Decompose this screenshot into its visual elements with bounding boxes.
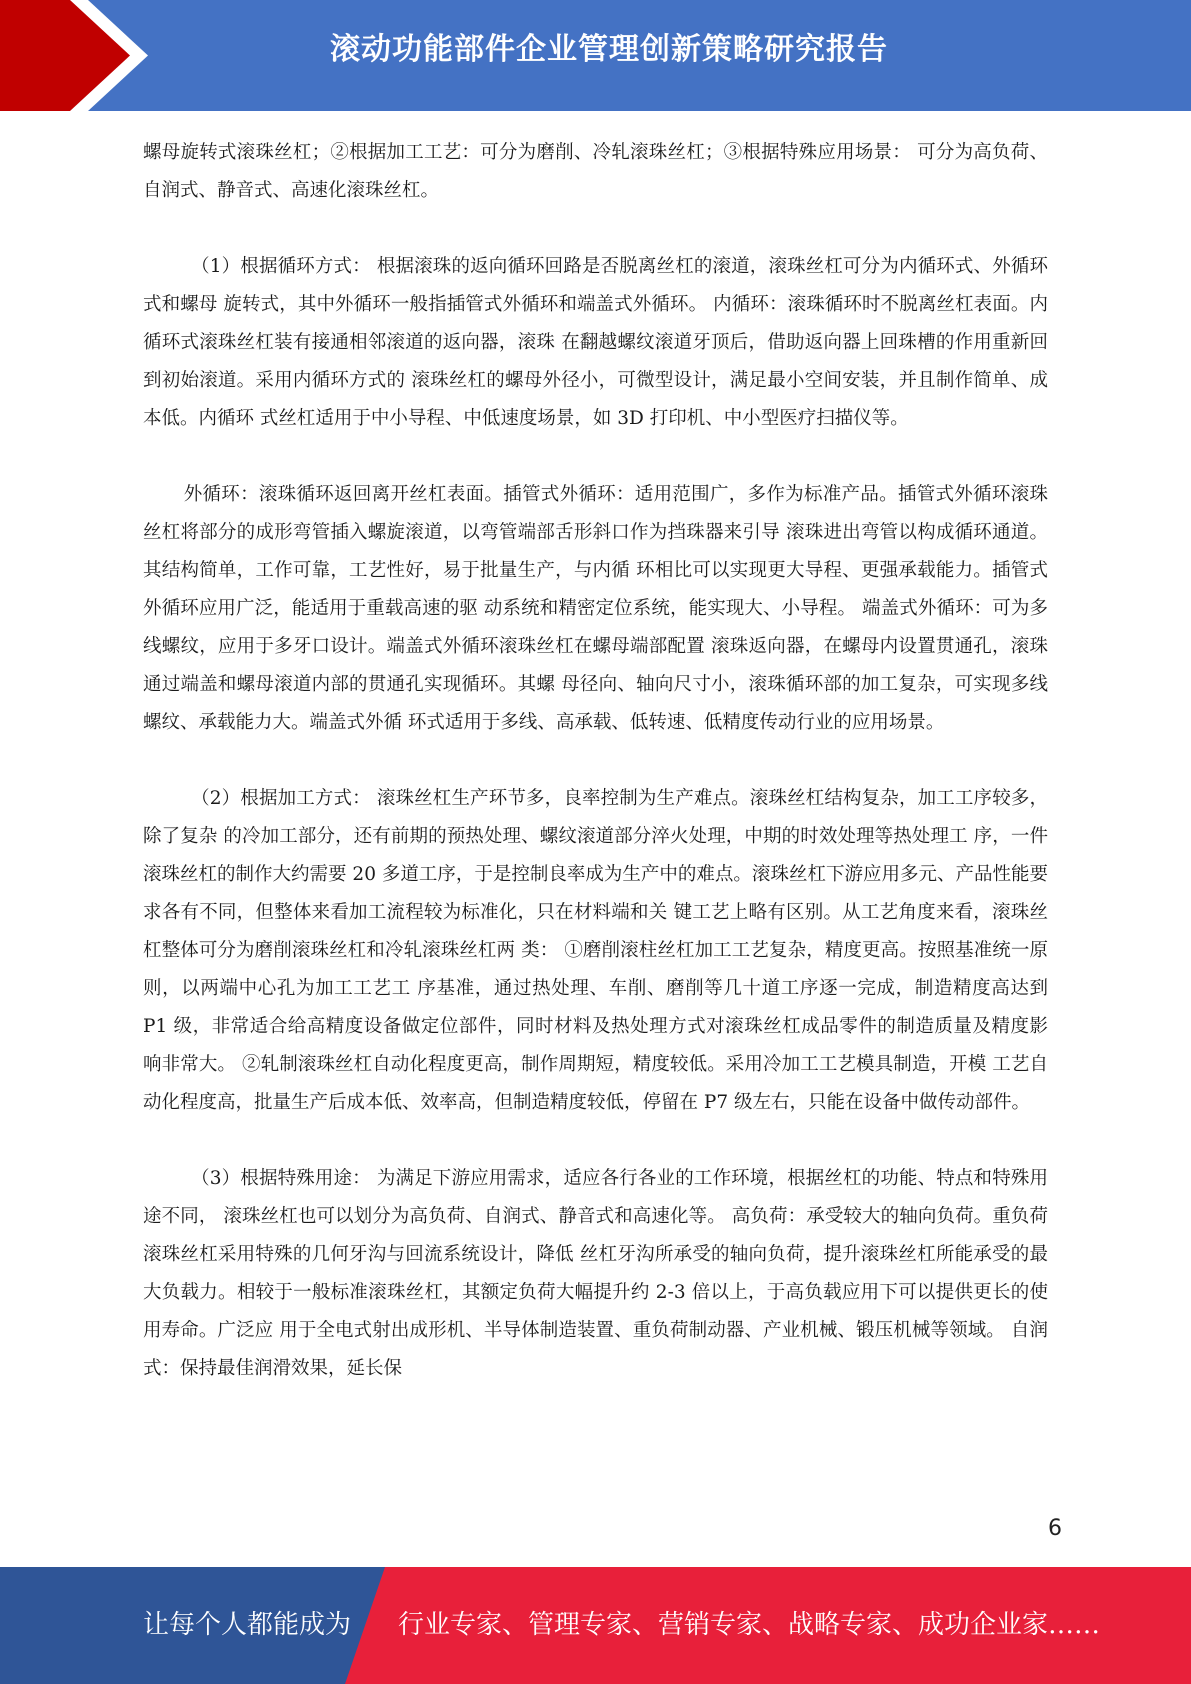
footer-banner (0, 1567, 1191, 1684)
footer-slogan-right: 行业专家、管理专家、营销专家、战略专家、成功企业家…… (398, 1610, 1101, 1640)
paragraph-processing: （2）根据加工方式： 滚珠丝杠生产环节多，良率控制为生产难点。滚珠丝杠结构复杂，加工工序较多，除了复杂 的冷加工部分，还有前期的预热处理、螺纹滚道部分淬火处理，中期的时效处理等热处理工 序，一件滚珠丝杠的制作大约需要 20 多道工序，于是控制良率成为生产中的难点。滚珠丝杠下游应用多元、产品性能要求各有不同，但整体来看加工流程较为标准化，只在材料端和关 键工艺上略有区别。从工艺角度来看，滚珠丝杠整体可分为磨削滚珠丝杠和冷轧滚珠丝杠两 类： ①磨削滚柱丝杠加工工艺复杂，精度更高。按照基准统一原则，以两端中心孔为加工工艺工 序基准，通过热处理、车削、磨削等几十道工序逐一完成，制造精度高达到 P1 级，非常适合给高精度设备做定位部件，同时材料及热处理方式对滚珠丝杠成品零件的制造质量及精度影 响非常大。 ②轧制滚珠丝杠自动化程度更高，制作周期短，精度较低。采用冷加工工艺模具制造，开模 工艺自动化程度高，批量生产后成本低、效率高，但制造精度较低，停留在 P7 级左右，只能在设备中做传动部件。 (143, 788, 1048, 1113)
document-body (143, 134, 1048, 1426)
page-number: 6 (1048, 1516, 1062, 1541)
report-title: 滚动功能部件企业管理创新策略研究报告 (330, 32, 888, 67)
paragraph-continuation: 螺母旋转式滚珠丝杠；②根据加工工艺：可分为磨削、冷轧滚珠丝杠；③根据特殊应用场景： 可分为高负荷、自润式、静音式、高速化滚珠丝杠。 (143, 142, 1048, 201)
paragraph-circulation: （1）根据循环方式： 根据滚珠的返向循环回路是否脱离丝杠的滚道，滚珠丝杠可分为内循环式、外循环式和螺母 旋转式，其中外循环一般指插管式外循环和端盖式外循环。 内循环：滚珠循环时不脱离丝杠表面。内循环式滚珠丝杠装有接通相邻滚道的返向器，滚珠 在翻越螺纹滚道牙顶后，借助返向器上回珠槽的作用重新回到初始滚道。采用内循环方式的 滚珠丝杠的螺母外径小，可微型设计，满足最小空间安装，并且制作简单、成本低。内循环 式丝杠适用于中小导程、中低速度场景，如 3D 打印机、中小型医疗扫描仪等。 (143, 256, 1048, 429)
paragraph-external-circulation: 外循环：滚珠循环返回离开丝杠表面。插管式外循环：适用范围广，多作为标准产品。插管式外循环滚珠丝杠将部分的成形弯管插入螺旋滚道，以弯管端部舌形斜口作为挡珠器来引导 滚珠进出弯管以构成循环通道。其结构简单，工作可靠，工艺性好，易于批量生产，与内循 环相比可以实现更大导程、更强承载能力。插管式外循环应用广泛，能适用于重载高速的驱 动系统和精密定位系统，能实现大、小导程。 端盖式外循环：可为多线螺纹，应用于多牙口设计。端盖式外循环滚珠丝杠在螺母端部配置 滚珠返向器，在螺母内设置贯通孔，滚珠通过端盖和螺母滚道内部的贯通孔实现循环。其螺 母径向、轴向尺寸小，滚珠循环部的加工复杂，可实现多线螺纹、承载能力大。端盖式外循 环式适用于多线、高承载、低转速、低精度传动行业的应用场景。 (143, 484, 1048, 733)
header-chevron-icon (0, 0, 160, 111)
footer-slogan-left: 让每个人都能成为 (143, 1610, 352, 1640)
header-bar (0, 0, 1191, 111)
paragraph-special-use: （3）根据特殊用途： 为满足下游应用需求，适应各行各业的工作环境，根据丝杠的功能、特点和特殊用途不同， 滚珠丝杠也可以划分为高负荷、自润式、静音式和高速化等。 高负荷：承受较大的轴向负荷。重负荷滚珠丝杠采用特殊的几何牙沟与回流系统设计，降低 丝杠牙沟所承受的轴向负荷，提升滚珠丝杠所能承受的最大负载力。相较于一般标准滚珠丝杠，其额定负荷大幅提升约 2-3 倍以上，于高负载应用下可以提供更长的使用寿命。广泛应 用于全电式射出成形机、半导体制造装置、重负荷制动器、产业机械、锻压机械等领域。 自润式：保持最佳润滑效果，延长保 (143, 1168, 1048, 1379)
